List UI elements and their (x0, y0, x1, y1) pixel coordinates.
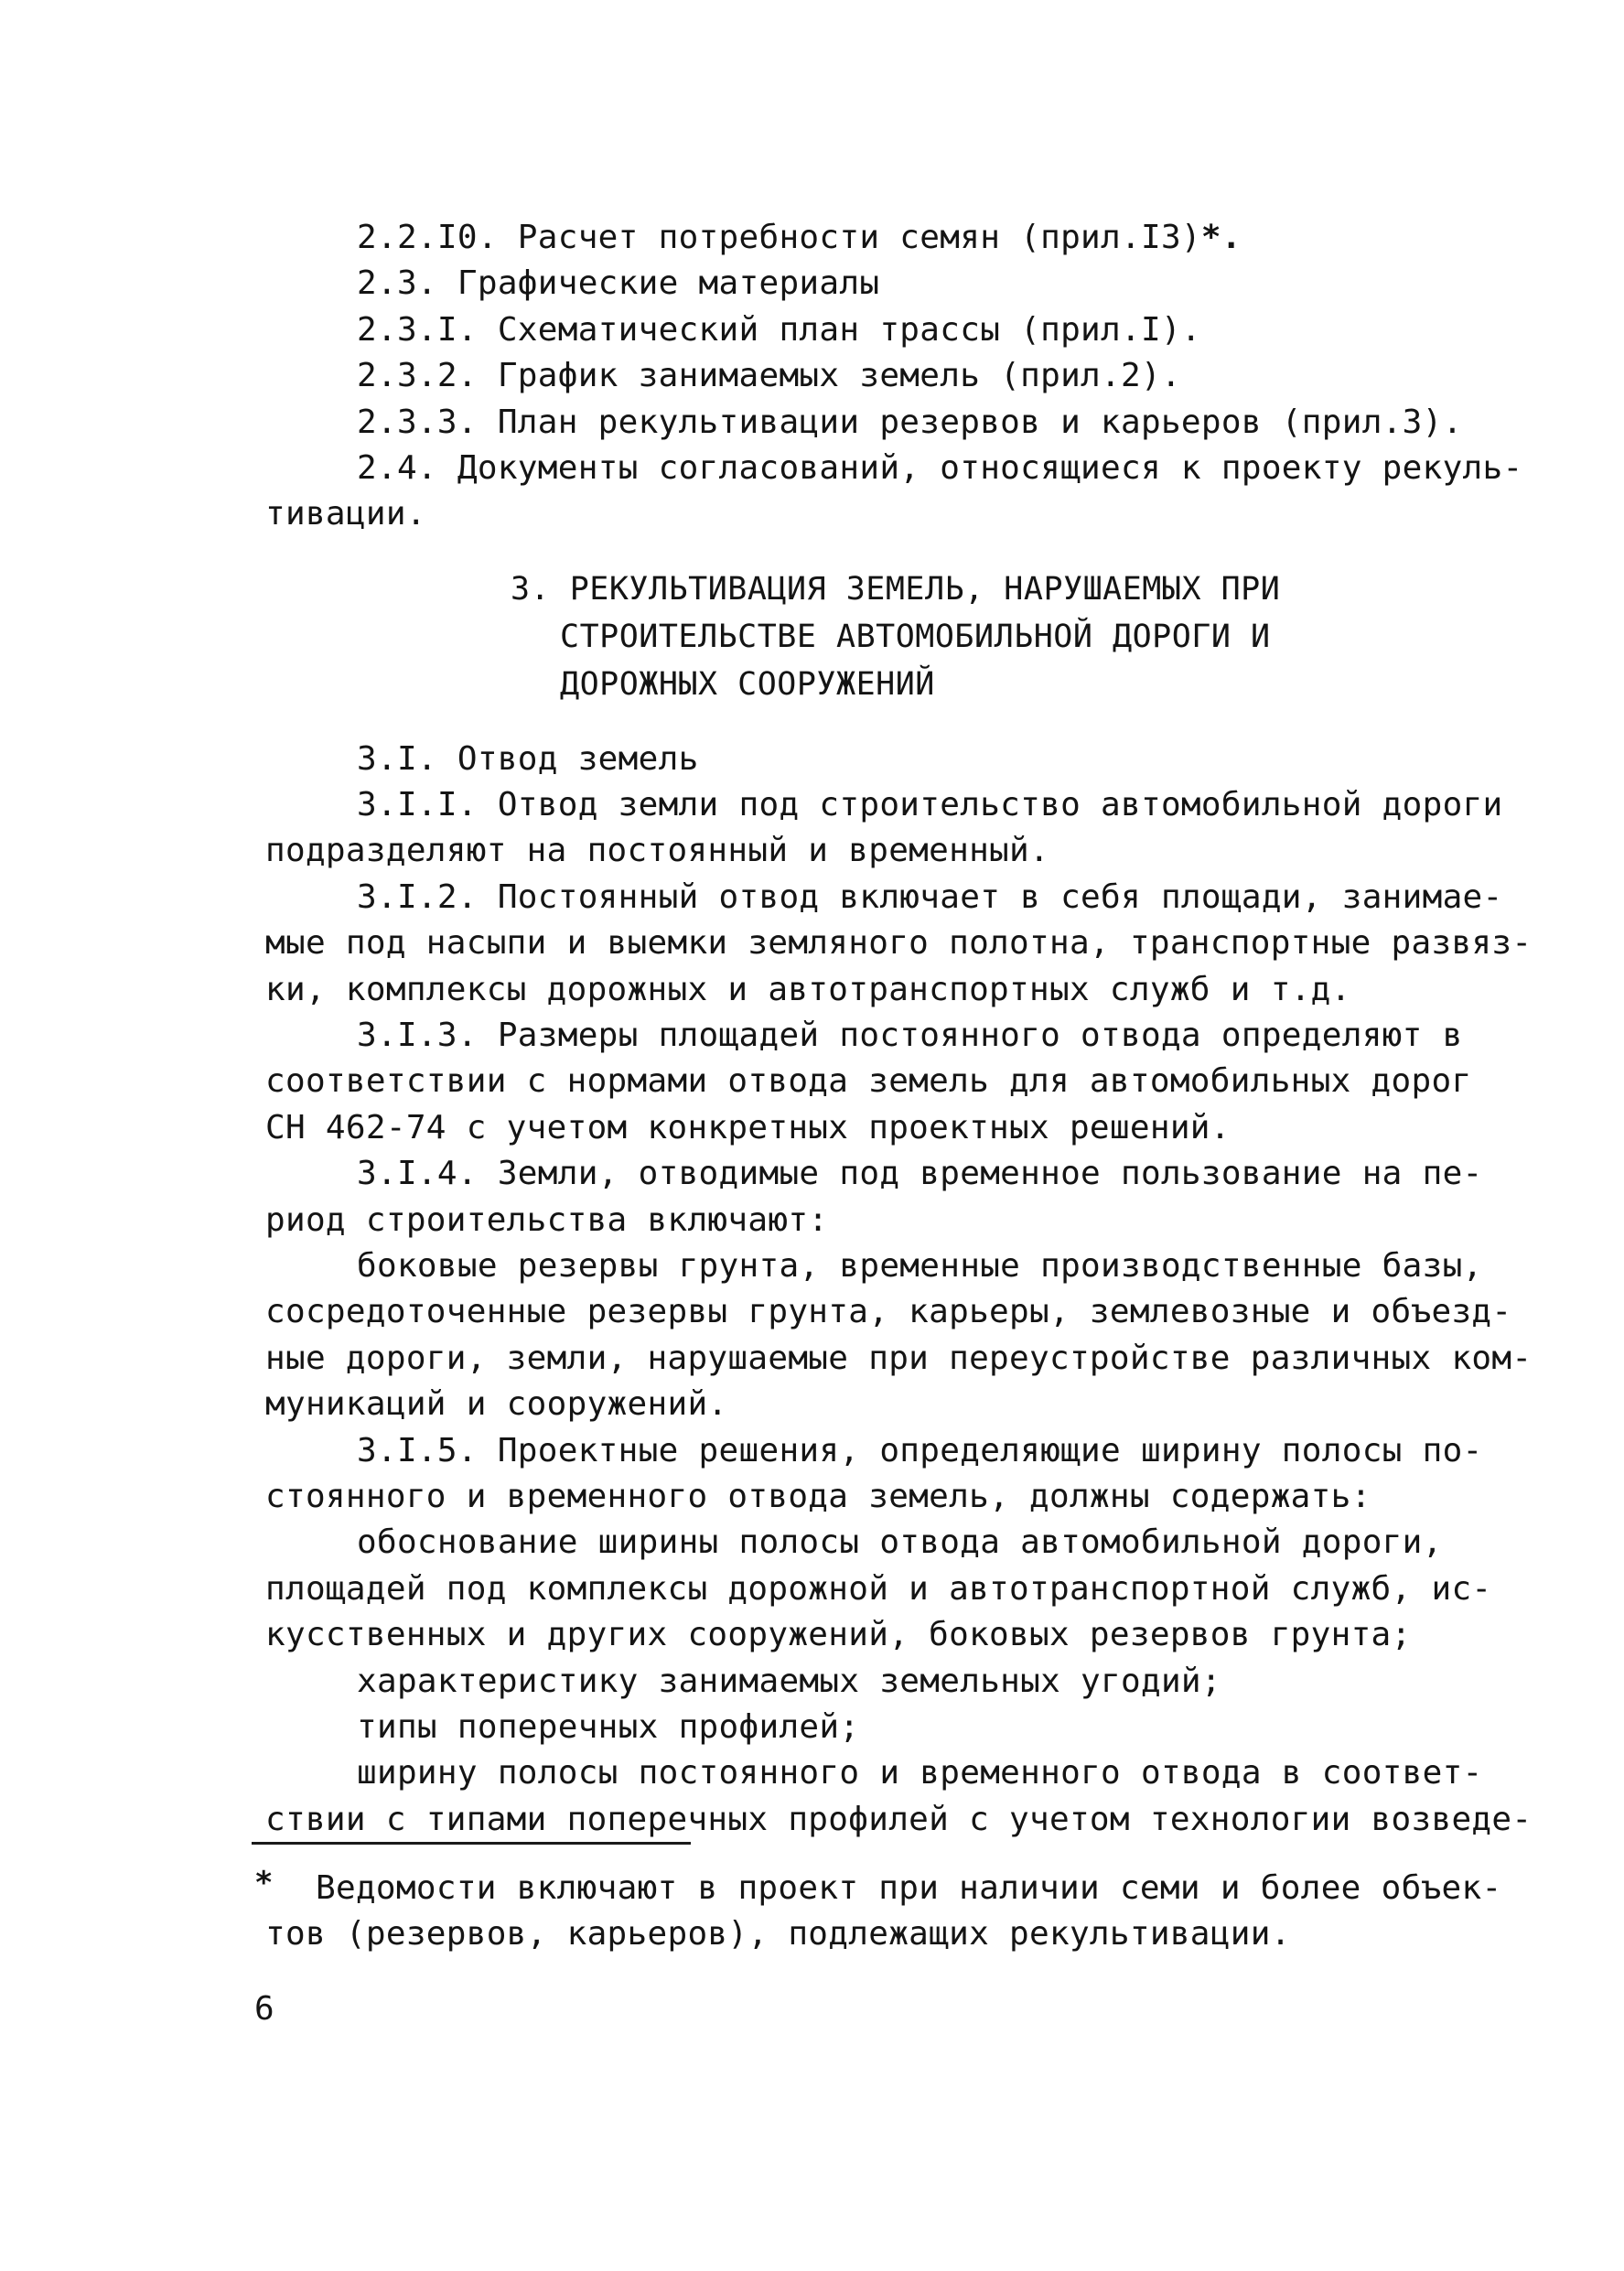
body-line: стоянного и временного отвода земель, должны содержать: (265, 1478, 1371, 1515)
body-line: муникаций и сооружений. (265, 1385, 728, 1423)
toc-item-2-3-1: 2.3.I. Схематический план трассы (прил.I). (357, 311, 1201, 349)
body-line: мые под насыпи и выемки земляного полотна, транспортные развяз- (265, 924, 1533, 962)
body-line: ки, комплексы дорожных и автотранспортных служб и т.д. (265, 971, 1351, 1008)
body-line: риод строительства включают: (265, 1201, 829, 1239)
body-line: соответствии с нормами отвода земель для автомобильных дорог (265, 1062, 1472, 1100)
toc-item-2-4: 2.4. Документы согласований, относящиеся к проекту рекуль- (357, 449, 1523, 487)
body-line: ные дороги, земли, нарушаемые при переустройстве различных ком- (265, 1340, 1533, 1377)
page-number: 6 (254, 1990, 274, 2028)
body-line: подразделяют на постоянный и временный. (265, 832, 1049, 869)
footnote-reference: *. (1200, 219, 1242, 256)
body-line: 3.I.3. Размеры площадей постоянного отвода определяют в (357, 1017, 1463, 1054)
toc-item-text: 2.2.I0. Расчет потребности семян (прил.I3) (357, 219, 1201, 256)
toc-item-2-2-10 (357, 216, 1242, 260)
body-line: площадей под комплексы дорожной и автотранспортной служб, ис- (265, 1570, 1492, 1608)
toc-item-2-3-3: 2.3.3. План рекультивации резервов и карьеров (прил.3). (357, 404, 1463, 441)
body-line: обоснование ширины полосы отвода автомобильной дороги, (357, 1523, 1443, 1561)
section-heading-line-2: СТРОИТЕЛЬСТВЕ АВТОМОБИЛЬНОЙ ДОРОГИ И (560, 619, 1271, 655)
subsection-title: 3.I. Отвод земель (357, 740, 699, 778)
toc-item-2-4-continued: тивации. (265, 495, 426, 533)
body-line: характеристику занимаемых земельных угодий; (357, 1663, 1221, 1700)
body-line: кусственных и других сооружений, боковых резервов грунта; (265, 1616, 1412, 1653)
body-line: СН 462-74 с учетом конкретных проектных решений. (265, 1109, 1231, 1146)
body-line: типы поперечных профилей; (357, 1708, 860, 1746)
footnote-separator (252, 1842, 691, 1845)
section-heading-line-1: 3. РЕКУЛЬТИВАЦИЯ ЗЕМЕЛЬ, НАРУШАЕМЫХ ПРИ (511, 571, 1281, 608)
body-line: 3.I.4. Земли, отводимые под временное пользование на пе- (357, 1155, 1483, 1192)
footnote-line: Ведомости включают в проект при наличии семи и более объек- (316, 1869, 1502, 1907)
footnote-mark: * (254, 1865, 274, 1901)
body-line: боковые резервы грунта, временные производственные базы, (357, 1247, 1483, 1285)
toc-item-2-3: 2.3. Графические материалы (357, 264, 880, 302)
footnote-line: тов (резервов, карьеров), подлежащих рекультивации. (265, 1915, 1291, 1953)
toc-item-2-3-2: 2.3.2. График занимаемых земель (прил.2). (357, 357, 1181, 394)
body-line: 3.I.I. Отвод земли под строительство автомобильной дороги (357, 786, 1503, 823)
body-line: ширину полосы постоянного и временного отвода в соответ- (357, 1754, 1483, 1792)
body-line: 3.I.5. Проектные решения, определяющие ширину полосы по- (357, 1432, 1483, 1469)
body-line: 3.I.2. Постоянный отвод включает в себя площади, занимае- (357, 878, 1503, 916)
body-line: сосредоточенные резервы грунта, карьеры, землевозные и объезд- (265, 1293, 1512, 1330)
section-heading-line-3: ДОРОЖНЫХ СООРУЖЕНИЙ (560, 666, 935, 703)
body-line: ствии с типами поперечных профилей с учетом технологии возведе- (265, 1801, 1533, 1838)
